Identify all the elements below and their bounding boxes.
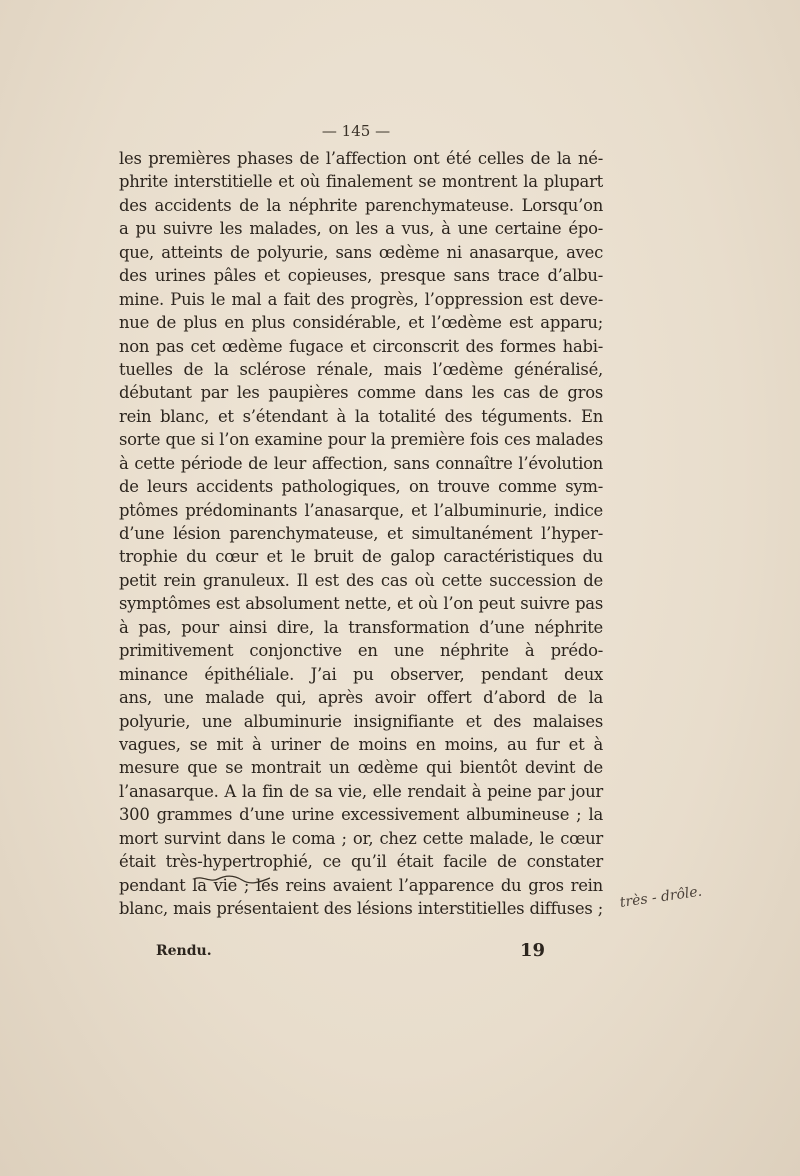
text-line: a pu suivre les malades, on les a vus, à une certaine épo- — [119, 219, 603, 239]
text-line: mine. Puis le mal a fait des progrès, l’oppression est deve- — [119, 289, 603, 309]
body-text — [119, 147, 603, 920]
text-line: pendant la vie ; les reins avaient l’apparence du gros rein — [119, 875, 603, 895]
text-line: mesure que se montrait un œdème qui bientôt devint de — [119, 758, 603, 778]
text-line: des accidents de la néphrite parenchymateuse. Lorsqu’on — [119, 195, 603, 215]
text-line: les premières phases de l’affection ont été celles de la né- — [119, 149, 603, 168]
text-line: ptômes prédominants l’anasarque, et l’albuminurie, indice — [119, 500, 603, 520]
signature-mark: Rendu. — [156, 943, 212, 959]
text-line: petit rein granuleux. Il est des cas où cette succession de — [119, 570, 603, 590]
text-line: que, atteints de polyurie, sans œdème ni anasarque, avec — [119, 242, 603, 262]
text-line: rein blanc, et s’étendant à la totalité des téguments. En — [119, 406, 603, 426]
text-line: trophie du cœur et le bruit de galop caractéristiques du — [119, 547, 603, 567]
text-line: mort survint dans le coma ; or, chez cette malade, le cœur — [119, 828, 603, 848]
sheet-number: 19 — [520, 940, 546, 961]
text-line: vagues, se mit à uriner de moins en moins, au fur et à — [119, 734, 603, 754]
text-line: des urines pâles et copieuses, presque sans trace d’albu- — [119, 266, 603, 286]
text-line: minance épithéliale. J’ai pu observer, pendant deux — [119, 664, 603, 684]
text-line: ans, une malade qui, après avoir offert d’abord de la — [119, 688, 603, 708]
text-line: à cette période de leur affection, sans connaître l’évolution — [119, 453, 603, 473]
text-line: d’une lésion parenchymateuse, et simultanément l’hyper- — [119, 524, 603, 543]
handwritten-underline — [192, 873, 272, 885]
text-line: symptômes est absolument nette, et où l’on peut suivre pas — [119, 594, 603, 614]
text-line: blanc, mais présentaient des lésions interstitielles diffuses ; — [119, 899, 603, 918]
text-line: débutant par les paupières comme dans les cas de gros — [119, 383, 603, 403]
text-line: à pas, pour ainsi dire, la transformation d’une néphrite — [119, 617, 603, 637]
text-line: nue de plus en plus considérable, et l’œdème est apparu; — [119, 313, 603, 333]
handwritten-margin-note: très - drôle. — [618, 883, 704, 911]
text-line: était très-hypertrophié, ce qu’il était facile de constater — [119, 852, 603, 872]
text-line: de leurs accidents pathologiques, on trouve comme sym- — [119, 477, 603, 497]
text-line: tuelles de la sclérose rénale, mais l’œdème généralisé, — [119, 359, 603, 379]
page-number-header: — 145 — — [321, 122, 391, 140]
text-line: sorte que si l’on examine pour la première fois ces malades — [119, 430, 603, 450]
text-line: primitivement conjonctive en une néphrite à prédo- — [119, 641, 603, 661]
text-line: 300 grammes d’une urine excessivement albumineuse ; la — [119, 805, 603, 825]
text-line: l’anasarque. A la fin de sa vie, elle rendait à peine par jour — [119, 781, 603, 801]
text-line: polyurie, une albuminurie insignifiante et des malaises — [119, 711, 603, 731]
text-line: phrite interstitielle et où finalement se montrent la plupart — [119, 172, 603, 192]
text-line: non pas cet œdème fugace et circonscrit des formes habi- — [119, 336, 603, 356]
